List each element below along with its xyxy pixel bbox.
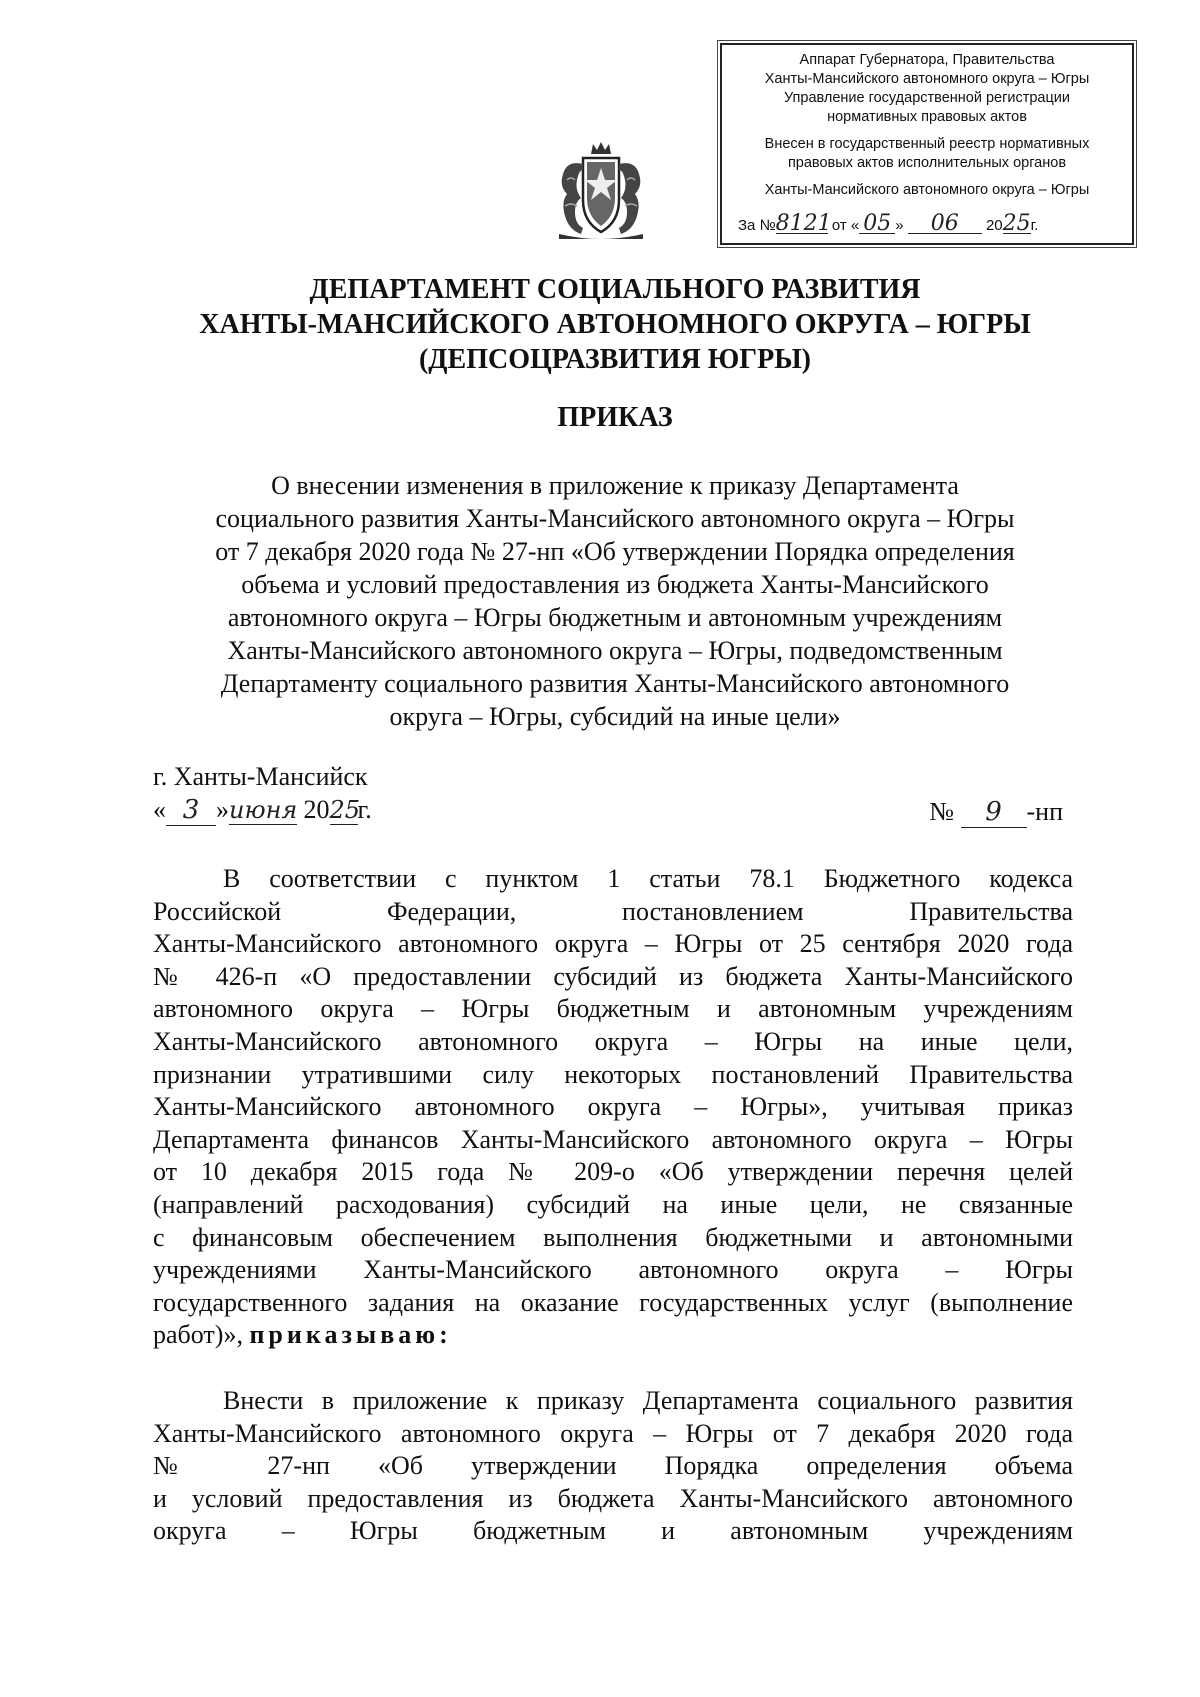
paragraph-line: Департамента финансов Ханты-Мансийского автономного округа – Югры bbox=[153, 1124, 1073, 1154]
paragraph-line: Ханты-Мансийского автономного округа – Югры», учитывая приказ bbox=[153, 1092, 1073, 1122]
paragraph-line: Ханты-Мансийского автономного округа – Югры от 25 сентября 2020 года bbox=[153, 929, 1073, 959]
preamble-paragraph bbox=[153, 863, 1073, 1352]
department-title bbox=[100, 272, 1130, 377]
subject-line: округа – Югры, субсидий на иные цели» bbox=[389, 702, 841, 731]
subject-line: Департаменту социального развития Ханты-Мансийского автономного bbox=[220, 669, 1010, 698]
decree-word: приказываю: bbox=[249, 1320, 452, 1350]
date-close-quote: » bbox=[216, 795, 229, 824]
date-year-prefix: 20 bbox=[303, 795, 330, 824]
stamp-line: Внесен в государственный реестр нормативных bbox=[764, 136, 1090, 152]
stamp-reg-number: 8121 bbox=[775, 211, 832, 236]
paragraph-line: № 27-нп «Об утверждении Порядка определения объема bbox=[153, 1451, 1073, 1481]
paragraph-line: Ханты-Мансийского автономного округа – Югры на иные цели, bbox=[153, 1026, 1073, 1056]
date-open-quote: « bbox=[153, 795, 166, 824]
paragraph-line: с финансовым обеспечением выполнения бюджетными и автономными bbox=[153, 1222, 1073, 1252]
order-heading: ПРИКАЗ bbox=[557, 402, 673, 433]
stamp-line: Ханты-Мансийского автономного округа – Югры bbox=[764, 71, 1090, 87]
order-subject bbox=[160, 469, 1070, 733]
date-year-end: г. bbox=[357, 795, 372, 824]
stamp-line: Аппарат Губернатора, Правительства bbox=[799, 52, 1055, 68]
coat-of-arms-icon bbox=[553, 140, 649, 240]
paragraph-line: Ханты-Мансийского автономного округа – Югры от 7 декабря 2020 года bbox=[153, 1418, 1073, 1448]
stamp-line: нормативных правовых актов bbox=[827, 109, 1027, 125]
title-line: ДЕПАРТАМЕНТ СОЦИАЛЬНОГО РАЗВИТИЯ bbox=[309, 274, 921, 305]
paragraph-line bbox=[153, 1319, 1073, 1352]
date-month: июня bbox=[229, 796, 298, 824]
paragraph-line: Внести в приложение к приказу Департамента социального развития bbox=[223, 1386, 1073, 1415]
stamp-line: Ханты-Мансийского автономного округа – Югры bbox=[764, 182, 1090, 198]
subject-line: социального развития Ханты-Мансийского автономного округа – Югры bbox=[215, 504, 1015, 533]
title-line: (ДЕПСОЦРАЗВИТИЯ ЮГРЫ) bbox=[418, 344, 812, 375]
stamp-reg-year-prefix: 20 bbox=[985, 217, 1003, 234]
paragraph-line: В соответствии с пунктом 1 статьи 78.1 Бюджетного кодекса bbox=[223, 864, 1073, 893]
paragraph-line: государственного задания на оказание государственных услуг (выполнение bbox=[153, 1287, 1073, 1317]
stamp-line: правовых актов исполнительных органов bbox=[787, 155, 1067, 171]
title-line: ХАНТЫ-МАНСИЙСКОГО АВТОНОМНОГО ОКРУГА – ЮГРЫ bbox=[199, 309, 1031, 340]
paragraph-line: от 10 декабря 2015 года № 209-о «Об утверждении перечня целей bbox=[153, 1157, 1073, 1187]
date-year: 25 bbox=[329, 796, 361, 824]
paragraph-last-text: работ)», bbox=[153, 1320, 250, 1350]
stamp-reg-month: 06 bbox=[908, 214, 982, 234]
stamp-reg-end: г. bbox=[1030, 217, 1039, 234]
order-date bbox=[153, 795, 372, 826]
subject-line: автономного округа – Югры бюджетным и автономным учреждениям bbox=[227, 603, 1003, 632]
date-day: 3 bbox=[166, 795, 216, 826]
paragraph-line: признании утратившими силу некоторых постановлений Правительства bbox=[153, 1059, 1073, 1089]
number-prefix: № bbox=[929, 797, 954, 826]
subject-line: объема и условий предоставления из бюджета Ханты-Мансийского bbox=[241, 570, 989, 599]
subject-line: от 7 декабря 2020 года № 27-нп «Об утверждении Порядка определения bbox=[215, 537, 1015, 566]
registration-stamp bbox=[720, 43, 1134, 245]
stamp-reg-prefix: За № bbox=[738, 217, 776, 234]
number-suffix: -нп bbox=[1026, 797, 1063, 826]
stamp-reg-day: 05 bbox=[859, 214, 895, 234]
paragraph-line: и условий предоставления из бюджета Ханты-Мансийского автономного bbox=[153, 1483, 1073, 1513]
paragraph-line: учреждениями Ханты-Мансийского автономного округа – Югры bbox=[153, 1255, 1073, 1285]
stamp-reg-from: от « bbox=[831, 217, 860, 234]
stamp-reg-quote: » bbox=[895, 217, 904, 234]
city: г. Ханты-Мансийск bbox=[153, 762, 368, 791]
paragraph-line: № 426-п «О предоставлении субсидий из бюджета Ханты-Мансийского bbox=[153, 961, 1073, 991]
stamp-registration-line bbox=[738, 211, 1124, 236]
operative-paragraph bbox=[153, 1385, 1073, 1548]
subject-line: Ханты-Мансийского автономного округа – Югры, подведомственным bbox=[227, 636, 1003, 665]
stamp-reg-year: 25 bbox=[1002, 211, 1031, 236]
number-value: 9 bbox=[961, 797, 1027, 828]
stamp-line: Управление государственной регистрации bbox=[783, 90, 1071, 106]
paragraph-line: Российской Федерации, постановлением Правительства bbox=[153, 896, 1073, 926]
order-number bbox=[929, 797, 1063, 828]
paragraph-line: округа – Югры бюджетным и автономным учреждениям bbox=[153, 1516, 1073, 1546]
paragraph-line: (направлений расходования) субсидий на иные цели, не связанные bbox=[153, 1189, 1073, 1219]
subject-line: О внесении изменения в приложение к приказу Департамента bbox=[271, 471, 959, 500]
paragraph-line: автономного округа – Югры бюджетным и автономным учреждениям bbox=[153, 994, 1073, 1024]
